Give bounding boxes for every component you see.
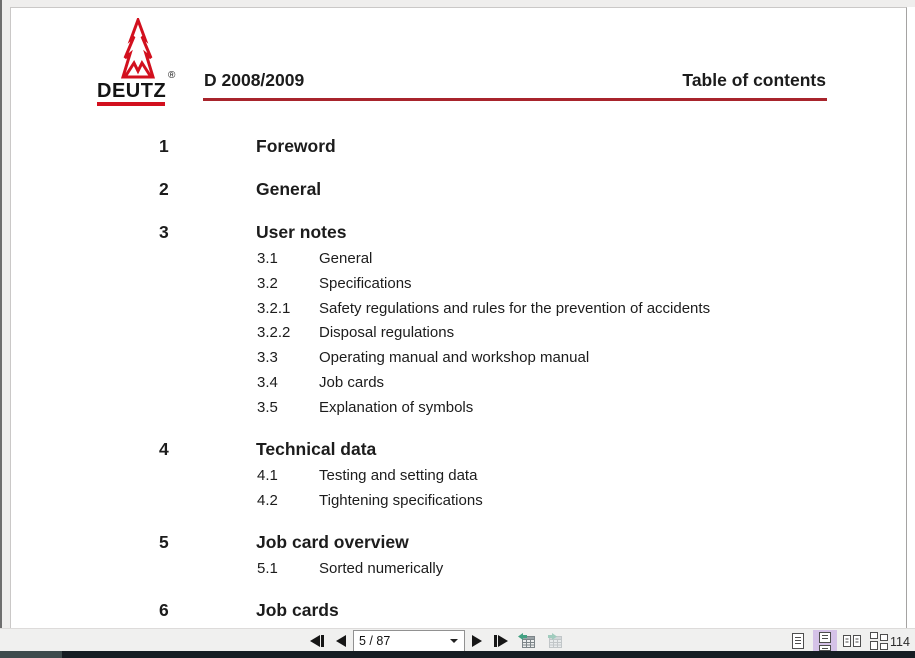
toc-entry-number: 3.3 xyxy=(257,349,278,366)
window-top-margin xyxy=(0,0,915,7)
toc-entry xyxy=(159,179,321,199)
toc-entry-title: Job card overview xyxy=(256,532,409,552)
toc-entry xyxy=(159,532,409,552)
toc-entry-number: 3.2 xyxy=(257,275,278,292)
deutz-flame-icon xyxy=(109,18,167,80)
toc-entry-title: Job cards xyxy=(256,600,339,620)
next-page-icon xyxy=(472,635,482,647)
toc-entry xyxy=(159,222,346,242)
first-page-icon xyxy=(310,635,320,647)
two-up-layout-button[interactable] xyxy=(840,630,864,651)
toc-entry xyxy=(257,467,477,485)
toc-entry-number: 4.1 xyxy=(257,467,278,484)
two-up-continuous-layout-button[interactable] xyxy=(867,630,891,651)
toc-entry-title: Operating manual and workshop manual xyxy=(319,349,590,366)
toc-entry-title: Job cards xyxy=(319,374,385,391)
deutz-logo-text: DEUTZ xyxy=(97,80,167,102)
toc-entry-number: 1 xyxy=(159,136,169,156)
previous-page-button[interactable] xyxy=(336,631,346,651)
toc-entry-number: 4.2 xyxy=(257,492,278,509)
single-page-layout-icon xyxy=(787,631,809,651)
toc-entry-title: Disposal regulations xyxy=(319,324,455,341)
next-view-icon xyxy=(548,633,562,648)
two-up-continuous-layout-icon xyxy=(868,631,890,651)
logo-underline xyxy=(97,102,165,106)
toc-entry xyxy=(257,374,384,392)
toc-entry-number: 3.1 xyxy=(257,250,278,267)
toc-entry-title: Foreword xyxy=(256,136,336,156)
toc-entry-title: Tightening specifications xyxy=(319,492,483,509)
toc-entry-title: Testing and setting data xyxy=(319,467,478,484)
toc-entry xyxy=(257,300,710,318)
toc-entry-number: 6 xyxy=(159,600,169,620)
toc-entry-number: 4 xyxy=(159,439,169,459)
toc-entry xyxy=(257,275,412,293)
toc-entry-number: 3.2.2 xyxy=(257,324,291,341)
deutz-logo xyxy=(96,18,178,114)
toc-entry-title: Sorted numerically xyxy=(319,560,444,577)
previous-view-icon xyxy=(518,633,535,648)
previous-page-icon xyxy=(336,635,346,647)
chevron-down-icon[interactable] xyxy=(450,639,458,643)
page-navigation-group xyxy=(310,629,564,652)
viewer-toolbar xyxy=(0,628,915,652)
toc-entry xyxy=(159,439,376,459)
toc-entry-number: 3.2.1 xyxy=(257,300,291,317)
page-title: Table of contents xyxy=(682,70,826,90)
toc-entry-number: 5 xyxy=(159,532,169,552)
toc-entry-title: User notes xyxy=(256,222,347,242)
last-page-icon xyxy=(498,635,508,647)
zoom-level-text: 114 xyxy=(890,635,910,649)
toc-entry-number: 3.5 xyxy=(257,399,278,416)
toc-entry-title: Technical data xyxy=(256,439,377,459)
single-page-layout-button[interactable] xyxy=(786,630,810,651)
toc-entry xyxy=(257,560,443,578)
taskbar-edge xyxy=(0,651,915,658)
toc-entry xyxy=(257,492,483,510)
window-left-edge xyxy=(0,0,2,629)
toc-entry xyxy=(159,136,336,156)
header-rule xyxy=(203,98,827,101)
continuous-layout-icon xyxy=(814,631,836,651)
next-view-button[interactable] xyxy=(545,632,564,649)
zoom-level-indicator xyxy=(890,633,911,649)
first-page-button[interactable] xyxy=(310,631,324,651)
toc-entry-title: Specifications xyxy=(319,275,412,292)
page-layout-group xyxy=(786,629,894,652)
toc-entry xyxy=(257,324,454,342)
document-title: D 2008/2009 xyxy=(204,70,305,90)
toc-entry xyxy=(159,600,339,620)
page-number-combobox[interactable] xyxy=(353,630,465,652)
toc-entry-title: Explanation of symbols xyxy=(319,399,474,416)
toc-entry xyxy=(257,250,372,268)
two-up-layout-icon xyxy=(841,631,863,651)
toc-entry-title: Safety regulations and rules for the prevention of accidents xyxy=(319,300,711,317)
toc-entry-number: 3 xyxy=(159,222,169,242)
toc-entry-number: 2 xyxy=(159,179,169,199)
last-page-button[interactable] xyxy=(494,631,508,651)
previous-view-button[interactable] xyxy=(517,632,536,649)
page-number-input[interactable] xyxy=(359,633,443,649)
registered-trademark-symbol: ® xyxy=(168,70,176,81)
toc-entry-number: 5.1 xyxy=(257,560,278,577)
toc-entry-title: General xyxy=(319,250,373,267)
taskbar-edge-left-segment xyxy=(0,651,62,658)
toc-entry-title: General xyxy=(256,179,322,199)
toc-entry xyxy=(257,399,473,417)
next-page-button[interactable] xyxy=(472,631,482,651)
pdf-page xyxy=(10,7,907,630)
continuous-layout-button[interactable] xyxy=(813,630,837,651)
toc-entry-number: 3.4 xyxy=(257,374,278,391)
toc-entry xyxy=(257,349,589,367)
